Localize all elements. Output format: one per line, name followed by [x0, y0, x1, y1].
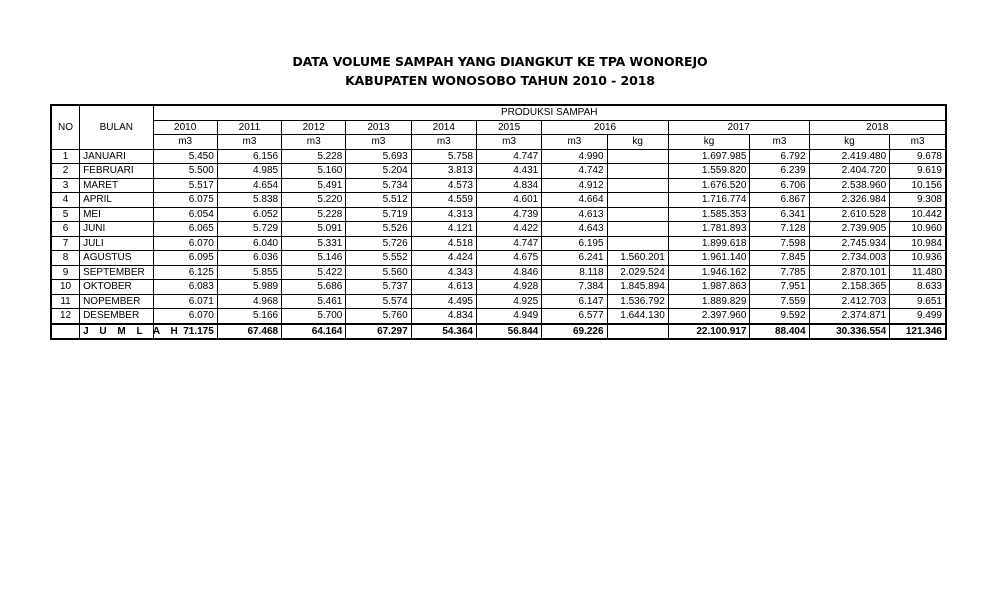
page-subtitle: KABUPATEN WONOSOBO TAHUN 2010 - 2018 [345, 73, 655, 88]
row-month: JANUARI [80, 149, 153, 164]
value-cell: 4.424 [411, 251, 476, 266]
value-cell: 1.559.820 [668, 164, 750, 179]
value-cell: 6.341 [750, 207, 809, 222]
header-unit: m3 [217, 135, 281, 150]
value-cell: 4.121 [411, 222, 476, 237]
value-cell: 1.585.353 [668, 207, 750, 222]
value-cell: 2.419.480 [809, 149, 890, 164]
value-cell: 9.619 [890, 164, 946, 179]
header-year: 2015 [476, 120, 541, 135]
total-row [51, 324, 946, 340]
value-cell [607, 222, 668, 237]
value-cell: 4.643 [542, 222, 607, 237]
value-cell: 4.990 [542, 149, 607, 164]
value-cell: 4.912 [542, 178, 607, 193]
value-cell [607, 207, 668, 222]
row-no: 8 [51, 251, 80, 266]
value-cell: 4.925 [476, 294, 541, 309]
value-cell: 7.598 [750, 236, 809, 251]
header-produksi-sampah: PRODUKSI SAMPAH [153, 105, 946, 120]
value-cell: 4.739 [476, 207, 541, 222]
value-cell: 4.985 [217, 164, 281, 179]
value-cell: 5.989 [217, 280, 281, 295]
value-cell: 2.326.984 [809, 193, 890, 208]
row-no: 1 [51, 149, 80, 164]
value-cell: 4.422 [476, 222, 541, 237]
value-cell: 6.156 [217, 149, 281, 164]
table-row [51, 265, 946, 280]
total-cell: 22.100.917 [668, 324, 750, 340]
value-cell: 4.742 [542, 164, 607, 179]
total-cell: 54.364 [411, 324, 476, 340]
value-cell: 8.633 [890, 280, 946, 295]
table-row [51, 178, 946, 193]
table-row [51, 280, 946, 295]
header-unit: m3 [411, 135, 476, 150]
value-cell: 5.560 [346, 265, 411, 280]
table-row [51, 164, 946, 179]
value-cell: 9.499 [890, 309, 946, 324]
header-year: 2010 [153, 120, 217, 135]
total-cell: 56.844 [476, 324, 541, 340]
value-cell: 1.899.618 [668, 236, 750, 251]
title-block [0, 52, 1000, 90]
value-cell: 6.239 [750, 164, 809, 179]
value-cell: 4.846 [476, 265, 541, 280]
value-cell: 7.951 [750, 280, 809, 295]
row-no: 9 [51, 265, 80, 280]
row-no: 2 [51, 164, 80, 179]
row-month: OKTOBER [80, 280, 153, 295]
value-cell: 6.577 [542, 309, 607, 324]
value-cell: 4.613 [411, 280, 476, 295]
row-no: 12 [51, 309, 80, 324]
value-cell: 4.747 [476, 236, 541, 251]
row-month: DESEMBER [80, 309, 153, 324]
row-no: 5 [51, 207, 80, 222]
value-cell: 5.734 [346, 178, 411, 193]
header-unit: m3 [542, 135, 607, 150]
header-year: 2017 [668, 120, 809, 135]
total-label: J U M L A H [80, 324, 153, 340]
value-cell: 5.719 [346, 207, 411, 222]
value-cell: 3.813 [411, 164, 476, 179]
value-cell [607, 178, 668, 193]
row-month: MEI [80, 207, 153, 222]
value-cell: 5.737 [346, 280, 411, 295]
value-cell: 6.036 [217, 251, 281, 266]
value-cell: 1.946.162 [668, 265, 750, 280]
total-cell: 30.336.554 [809, 324, 890, 340]
value-cell: 5.450 [153, 149, 217, 164]
table-row [51, 193, 946, 208]
value-cell: 1.987.863 [668, 280, 750, 295]
table-row [51, 207, 946, 222]
value-cell: 6.065 [153, 222, 217, 237]
header-year: 2018 [809, 120, 946, 135]
header-no: NO [51, 105, 80, 149]
value-cell: 5.228 [282, 207, 346, 222]
value-cell: 10.442 [890, 207, 946, 222]
table-row [51, 222, 946, 237]
value-cell [607, 193, 668, 208]
value-cell [607, 164, 668, 179]
value-cell: 6.083 [153, 280, 217, 295]
value-cell: 2.745.934 [809, 236, 890, 251]
value-cell: 5.700 [282, 309, 346, 324]
row-month: FEBRUARI [80, 164, 153, 179]
row-month: JUNI [80, 222, 153, 237]
row-no: 3 [51, 178, 80, 193]
row-month: MARET [80, 178, 153, 193]
value-cell: 8.118 [542, 265, 607, 280]
header-unit: m3 [153, 135, 217, 150]
value-cell: 6.241 [542, 251, 607, 266]
header-year: 2012 [282, 120, 346, 135]
value-cell: 7.559 [750, 294, 809, 309]
value-cell: 6.147 [542, 294, 607, 309]
value-cell: 2.374.871 [809, 309, 890, 324]
table-footer [51, 324, 946, 340]
value-cell: 5.760 [346, 309, 411, 324]
total-cell: 88.404 [750, 324, 809, 340]
value-cell: 6.070 [153, 309, 217, 324]
value-cell: 10.984 [890, 236, 946, 251]
value-cell: 5.160 [282, 164, 346, 179]
value-cell: 1.676.520 [668, 178, 750, 193]
value-cell: 7.785 [750, 265, 809, 280]
value-cell: 1.697.985 [668, 149, 750, 164]
value-cell: 5.758 [411, 149, 476, 164]
value-cell: 9.678 [890, 149, 946, 164]
value-cell: 6.125 [153, 265, 217, 280]
value-cell: 6.071 [153, 294, 217, 309]
header-year: 2011 [217, 120, 281, 135]
value-cell: 5.204 [346, 164, 411, 179]
table-row [51, 149, 946, 164]
value-cell: 4.495 [411, 294, 476, 309]
row-no: 11 [51, 294, 80, 309]
row-month: AGUSTUS [80, 251, 153, 266]
value-cell: 4.654 [217, 178, 281, 193]
row-no: 10 [51, 280, 80, 295]
row-no: 6 [51, 222, 80, 237]
value-cell: 6.075 [153, 193, 217, 208]
value-cell [607, 149, 668, 164]
value-cell: 6.095 [153, 251, 217, 266]
header-unit: kg [809, 135, 890, 150]
table-header [51, 105, 946, 149]
value-cell: 10.960 [890, 222, 946, 237]
total-no-cell [51, 324, 80, 340]
row-month: SEPTEMBER [80, 265, 153, 280]
value-cell: 4.675 [476, 251, 541, 266]
value-cell: 5.500 [153, 164, 217, 179]
value-cell: 1.845.894 [607, 280, 668, 295]
value-cell: 5.220 [282, 193, 346, 208]
total-cell [607, 324, 668, 340]
value-cell: 4.834 [411, 309, 476, 324]
value-cell: 6.195 [542, 236, 607, 251]
total-cell: 67.468 [217, 324, 281, 340]
value-cell: 4.601 [476, 193, 541, 208]
value-cell: 7.845 [750, 251, 809, 266]
value-cell: 4.928 [476, 280, 541, 295]
waste-volume-table [50, 104, 947, 340]
value-cell: 1.781.893 [668, 222, 750, 237]
value-cell: 1.560.201 [607, 251, 668, 266]
total-cell: 67.297 [346, 324, 411, 340]
value-cell: 6.792 [750, 149, 809, 164]
value-cell: 5.491 [282, 178, 346, 193]
value-cell: 4.834 [476, 178, 541, 193]
value-cell: 5.091 [282, 222, 346, 237]
value-cell: 5.331 [282, 236, 346, 251]
header-bulan: BULAN [80, 105, 153, 149]
value-cell: 2.029.524 [607, 265, 668, 280]
value-cell: 6.040 [217, 236, 281, 251]
header-year: 2014 [411, 120, 476, 135]
value-cell: 2.404.720 [809, 164, 890, 179]
value-cell: 2.158.365 [809, 280, 890, 295]
value-cell [607, 236, 668, 251]
total-cell: 69.226 [542, 324, 607, 340]
value-cell: 1.961.140 [668, 251, 750, 266]
value-cell: 4.747 [476, 149, 541, 164]
value-cell: 5.228 [282, 149, 346, 164]
row-month: NOPEMBER [80, 294, 153, 309]
table-row [51, 309, 946, 324]
header-year: 2016 [542, 120, 669, 135]
value-cell: 5.526 [346, 222, 411, 237]
value-cell: 2.412.703 [809, 294, 890, 309]
value-cell: 2.538.960 [809, 178, 890, 193]
header-unit: m3 [346, 135, 411, 150]
value-cell: 6.070 [153, 236, 217, 251]
row-no: 7 [51, 236, 80, 251]
table-body [51, 149, 946, 324]
value-cell: 2.739.905 [809, 222, 890, 237]
row-month: JULI [80, 236, 153, 251]
value-cell: 4.431 [476, 164, 541, 179]
header-unit: m3 [476, 135, 541, 150]
value-cell: 10.156 [890, 178, 946, 193]
value-cell: 5.686 [282, 280, 346, 295]
value-cell: 2.734.003 [809, 251, 890, 266]
value-cell: 4.343 [411, 265, 476, 280]
value-cell: 1.889.829 [668, 294, 750, 309]
value-cell: 6.867 [750, 193, 809, 208]
value-cell: 5.726 [346, 236, 411, 251]
value-cell: 5.552 [346, 251, 411, 266]
value-cell: 7.384 [542, 280, 607, 295]
value-cell: 5.166 [217, 309, 281, 324]
value-cell: 5.855 [217, 265, 281, 280]
value-cell: 5.729 [217, 222, 281, 237]
value-cell: 7.128 [750, 222, 809, 237]
header-unit: kg [607, 135, 668, 150]
header-year: 2013 [346, 120, 411, 135]
total-cell: 71.175 [153, 324, 217, 340]
value-cell: 5.146 [282, 251, 346, 266]
table-row [51, 294, 946, 309]
value-cell: 6.054 [153, 207, 217, 222]
value-cell: 4.313 [411, 207, 476, 222]
value-cell: 1.536.792 [607, 294, 668, 309]
table-row [51, 251, 946, 266]
value-cell: 4.664 [542, 193, 607, 208]
value-cell: 2.397.960 [668, 309, 750, 324]
value-cell: 9.308 [890, 193, 946, 208]
row-no: 4 [51, 193, 80, 208]
header-unit: m3 [750, 135, 809, 150]
value-cell: 10.936 [890, 251, 946, 266]
value-cell: 4.968 [217, 294, 281, 309]
value-cell: 1.644.130 [607, 309, 668, 324]
header-unit: kg [668, 135, 750, 150]
table-row [51, 236, 946, 251]
total-cell: 64.164 [282, 324, 346, 340]
value-cell: 5.512 [346, 193, 411, 208]
value-cell: 5.574 [346, 294, 411, 309]
value-cell: 5.693 [346, 149, 411, 164]
value-cell: 2.870.101 [809, 265, 890, 280]
value-cell: 5.838 [217, 193, 281, 208]
value-cell: 4.518 [411, 236, 476, 251]
page-title: DATA VOLUME SAMPAH YANG DIANGKUT KE TPA WONOREJO [292, 54, 708, 69]
value-cell: 1.716.774 [668, 193, 750, 208]
value-cell: 11.480 [890, 265, 946, 280]
header-unit: m3 [282, 135, 346, 150]
total-cell: 121.346 [890, 324, 946, 340]
value-cell: 9.651 [890, 294, 946, 309]
value-cell: 4.573 [411, 178, 476, 193]
value-cell: 6.706 [750, 178, 809, 193]
header-unit: m3 [890, 135, 946, 150]
value-cell: 5.517 [153, 178, 217, 193]
value-cell: 4.613 [542, 207, 607, 222]
value-cell: 4.949 [476, 309, 541, 324]
value-cell: 4.559 [411, 193, 476, 208]
value-cell: 6.052 [217, 207, 281, 222]
row-month: APRIL [80, 193, 153, 208]
value-cell: 5.422 [282, 265, 346, 280]
value-cell: 9.592 [750, 309, 809, 324]
value-cell: 2.610.528 [809, 207, 890, 222]
value-cell: 5.461 [282, 294, 346, 309]
